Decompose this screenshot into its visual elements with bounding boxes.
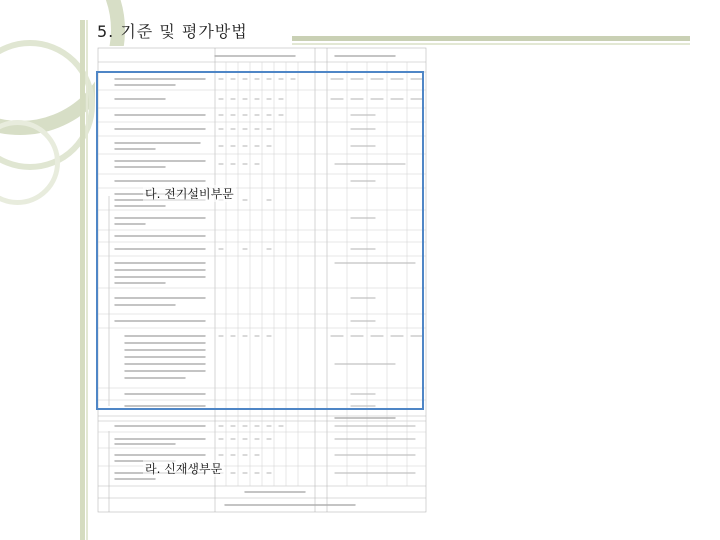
slide-title: 5. 기준 및 평가방법 (97, 22, 248, 41)
title-rule (292, 36, 690, 41)
title-rule-thin (292, 43, 690, 45)
renewable-section-label: 라. 신재생부문 (145, 462, 223, 476)
electrical-section-highlight (96, 71, 424, 410)
electrical-section-label: 다. 전기설비부문 (145, 187, 234, 201)
accent-bar (80, 20, 85, 540)
accent-bar-thin (86, 20, 88, 540)
